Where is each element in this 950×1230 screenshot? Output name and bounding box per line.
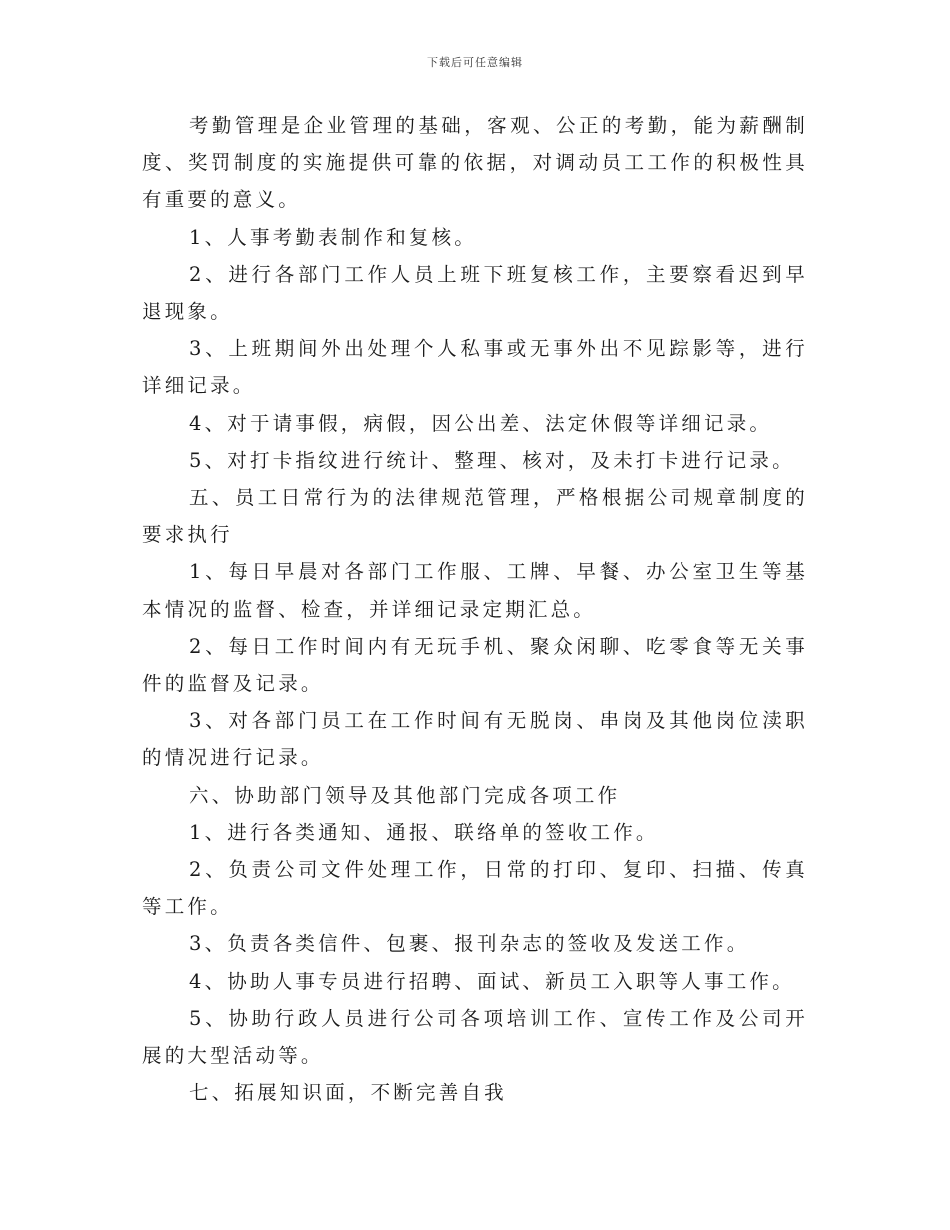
paragraph-item: 4、协助人事专员进行招聘、面试、新员工入职等人事工作。 (189, 969, 795, 993)
paragraph-item: 5、对打卡指纹进行统计、整理、核对，及未打卡进行记录。 (189, 448, 795, 472)
section-heading: 五、员工日常行为的法律规范管理，严格根据公司规章制度的要求执行 (142, 486, 808, 547)
section-heading: 七、拓展知识面，不断完善自我 (189, 1081, 507, 1105)
paragraph-item: 4、对于请事假，病假，因公出差、法定休假等详细记录。 (189, 411, 773, 435)
paragraph-item: 2、每日工作时间内有无玩手机、聚众闲聊、吃零食等无关事件的监督及记录。 (142, 634, 808, 696)
header-note: 下载后可任意编辑 (427, 56, 523, 69)
paragraph-item: 3、对各部门员工在工作时间有无脱岗、串岗及其他岗位渎职的情况进行记录。 (142, 709, 808, 770)
paragraph-item: 1、每日早晨对各部门工作服、工牌、早餐、办公室卫生等基本情况的监督、检查，并详细记录定期汇总。 (142, 560, 808, 621)
section-heading: 六、协助部门领导及其他部门完成各项工作 (189, 783, 621, 807)
paragraph-item: 3、负责各类信件、包裹、报刊杂志的签收及发送工作。 (189, 932, 750, 956)
paragraph-item: 5、协助行政人员进行公司各项培训工作、宣传工作及公司开展的大型活动等。 (142, 1006, 808, 1068)
paragraph-item: 1、进行各类通知、通报、联络单的签收工作。 (189, 820, 659, 844)
paragraph-item: 3、上班期间外出处理个人私事或无事外出不见踪影等，进行详细记录。 (142, 337, 808, 398)
paragraph-item: 1、人事考勤表制作和复核。 (189, 225, 478, 249)
paragraph-item: 2、进行各部门工作人员上班下班复核工作，主要察看迟到早退现象。 (142, 262, 808, 324)
paragraph-item: 2、负责公司文件处理工作，日常的打印、复印、扫描、传真等工作。 (142, 858, 808, 919)
paragraph-intro: 考勤管理是企业管理的基础，客观、公正的考勤，能为薪酬制度、奖罚制度的实施提供可靠的依据，对调动员工工作的积极性具有重要的意义。 (142, 114, 808, 212)
document-body (142, 107, 808, 1111)
